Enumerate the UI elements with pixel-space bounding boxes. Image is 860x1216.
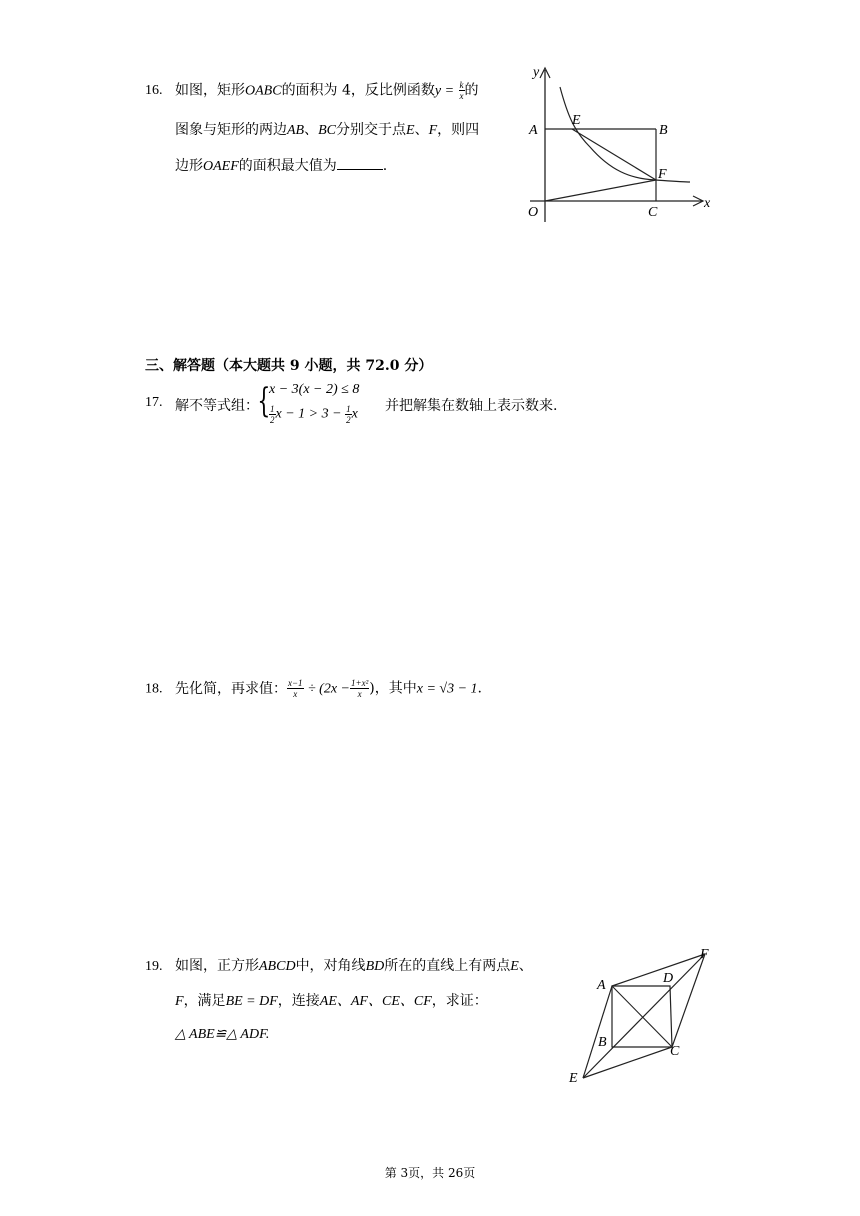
q17-number: 17. [145,395,163,410]
segment-ae [583,986,612,1078]
q19-line1: 如图，正方形ABCD中，对角线BD所在的直线上有两点E、 [175,958,533,974]
answer-blank [337,155,383,170]
q16-line3: 边形OAEF的面积最大值为 . [175,155,387,177]
label-f: F [658,167,667,182]
q19-line3: △ ABE≌△ ADF. [175,1027,270,1042]
q17-prefix: 解不等式组： [175,398,259,414]
label-o: O [528,205,539,220]
q16-line2: 图象与矩形的两边AB、BC分别交于点E、F，则四 [175,122,480,138]
q19-figure [565,942,725,1092]
page-footer: 第 3页，共 26页 [384,1166,476,1180]
hyperbola-curve [560,87,690,182]
segment-cf [672,954,705,1047]
q17-suffix: 并把解集在数轴上表示数来. [385,398,558,414]
label-a: A [597,978,606,993]
label-e: E [569,1071,578,1086]
line-ef [583,954,705,1078]
label-e: E [572,113,581,128]
q16-line1: 如图，矩形OABC的面积为 4，反比例函数y = $\frac{k}{x}$ 的 [175,80,479,101]
q16-number: 16. [145,83,163,98]
q19-line2: F，满足BE = DF，连接AE、AF、CE、CF，求证： [175,993,488,1009]
label-b: B [598,1035,607,1050]
q19-number: 19. [145,959,163,974]
q16-k-over-x: $\frac{k}{x}$ [459,80,464,101]
segment-ce [583,1047,672,1078]
label-c: C [670,1044,680,1059]
section-title: 三、解答题（本大题共 9 小题，共 72.0 分） [145,358,433,374]
label-c: C [648,205,658,220]
q17-brace: { [257,381,271,421]
segment-af [612,954,705,986]
q17-ineq2: $\frac{1}{2}$ x − 1 > 3 − $\frac{1}{2}$ x [270,404,358,425]
label-x: x [704,196,711,211]
q17-ineq1: x − 3(x − 2) ≤ 8 [269,382,360,397]
label-a: A [529,123,538,138]
label-y: y [533,65,540,80]
segment-of [545,180,656,201]
segment-ac [612,986,672,1047]
label-f: F [700,947,709,962]
label-b: B [659,123,668,138]
label-d: D [663,971,674,986]
segment-ef [572,129,656,180]
q18: 18. 先化简，再求值： $\frac{x-1}{x}$ ÷ (2x − $\frac{\text{1+x²}}{x}$ )，其中x = √3 − 1. [145,678,482,699]
q16-figure [520,62,720,227]
